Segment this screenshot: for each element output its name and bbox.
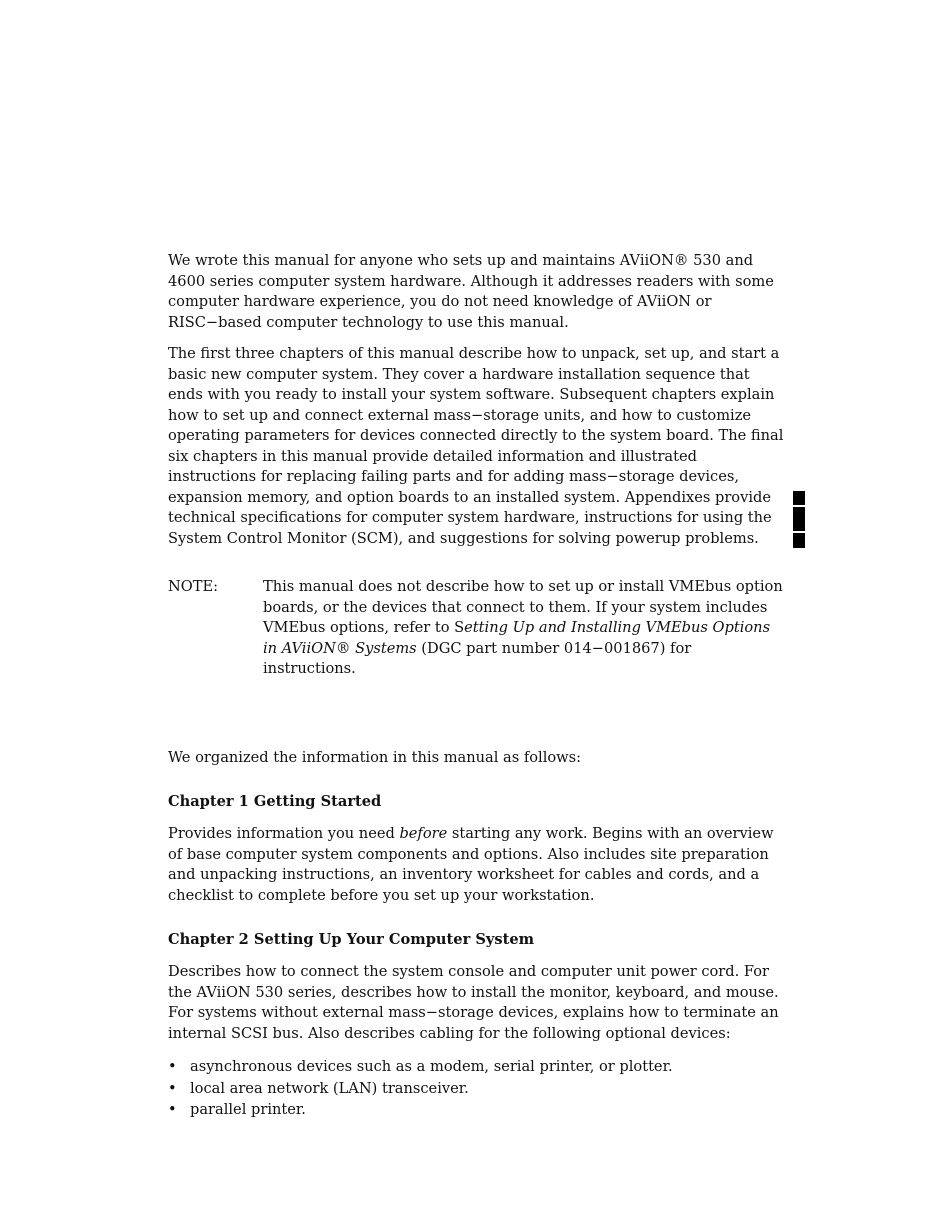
- bullet-icon: •: [168, 1101, 177, 1118]
- chapter-1-heading: Chapter 1 Getting Started: [168, 793, 382, 810]
- thumb-index-tab-bottom: [793, 533, 805, 548]
- bullet-text: parallel printer.: [190, 1101, 306, 1118]
- intro-paragraph-1: We wrote this manual for anyone who sets up and maintains AViiON® 530 and 4600 series computer system hardware. Although it addresses readers with some computer hardware experience, you do not need knowledge of AViiON or RISC−based computer technology to use this manual.: [168, 252, 774, 331]
- note-body: [263, 577, 783, 680]
- note-text-before: This manual does not describe how to set up or install VMEbus option boards, or the devices that connect to them. If your system includes VMEbus options, refer to S: [263, 578, 783, 636]
- chapter-2-heading: Chapter 2 Setting Up Your Computer System: [168, 931, 535, 948]
- list-item: [168, 1078, 673, 1100]
- thumb-index-tab-top: [793, 491, 805, 505]
- intro-paragraph-2: The first three chapters of this manual describe how to unpack, set up, and start a basic new computer system. They cover a hardware installation sequence that ends with you ready to install your system software. Subsequent chapters explain how to set up and connect external mass−storage units, and how to customize operating parameters for devices connected directly to the system board. The final six chapters in this manual provide detailed information and illustrated instructions for replacing failing parts and for adding mass−storage devices, expansion memory, and option boards to an installed system. Appendixes provide technical specifications for computer system hardware, instructions for using the System Control Monitor (SCM), and suggestions for solving powerup problems.: [168, 345, 784, 547]
- bullet-text: asynchronous devices such as a modem, serial printer, or plotter.: [190, 1058, 673, 1075]
- chapter-1-desc-before: Provides information you need: [168, 825, 400, 842]
- bullet-icon: •: [168, 1079, 177, 1097]
- list-item: [168, 1056, 673, 1078]
- chapter-2-description: Describes how to connect the system console and computer unit power cord. For the AViiON 530 series, describes how to install the monitor, keyboard, and mouse. For systems without external mass−storage devices, explains how to terminate an internal SCSI bus. Also describes cabling for the following optional devices:: [168, 963, 779, 1042]
- organization-intro: We organized the information in this manual as follows:: [168, 749, 582, 766]
- chapter-1-desc-after: starting any work. Begins with an overview of base computer system components and options. Also includes site preparation and unpacking instructions, an inventory worksheet for cables and cords, and a checklist to complete before you set up your workstation.: [168, 825, 774, 904]
- bullet-text: local area network (LAN) transceiver.: [190, 1079, 469, 1097]
- chapter-1-description: [168, 824, 788, 906]
- list-item: [168, 1099, 673, 1121]
- chapter-1-desc-italic: before: [399, 825, 448, 842]
- note-label: NOTE:: [168, 578, 219, 595]
- bullet-icon: •: [168, 1058, 177, 1075]
- chapter-2-bullet-list: [168, 1056, 673, 1121]
- note-text-after: (DGC part number 014−001867) for instructions.: [263, 639, 692, 677]
- note-italic-title: etting Up and Installing VMEbus Options in AViiON® Systems: [263, 619, 771, 657]
- thumb-index-tab-middle: [793, 507, 805, 531]
